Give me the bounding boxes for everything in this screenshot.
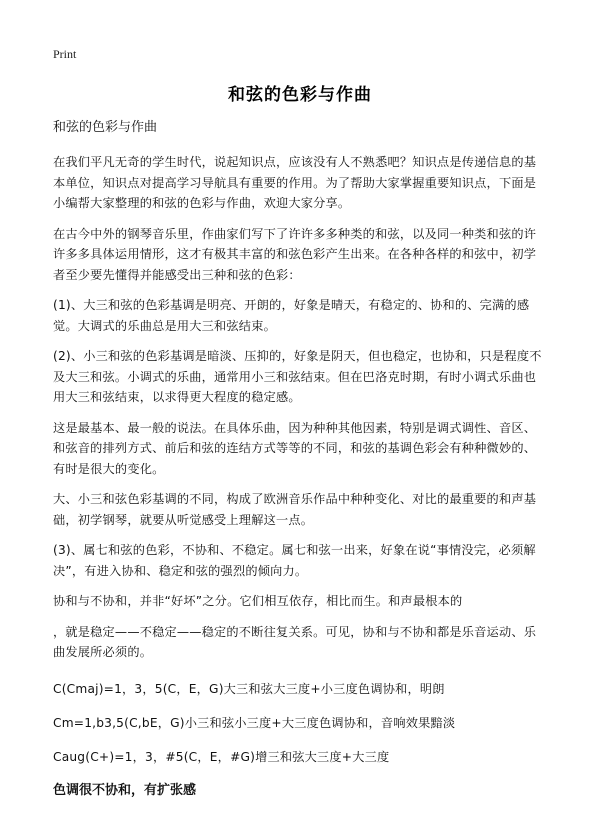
- chord-c-augmented: Caug(C+)=1，3，#5(C，E，#G)增三和弦大三度+大三度: [53, 749, 390, 764]
- chord-c-major: C(Cmaj)=1，3，5(C，E，G)大三和弦大三度+小三度色调协和，明朗: [53, 681, 445, 696]
- paragraph-contrast: 大、小三和弦色彩基调的不同，构成了欧洲音乐作品中种种变化、对比的最重要的和声基础，初学钢琴，就要从听觉感受上理解这一点。: [53, 492, 537, 527]
- paragraph-piano-chords: 在古今中外的钢琴音乐里，作曲家们写下了许许多多种类的和弦，以及同一种类和弦的许许多多具体运用情形，这才有极其丰富的和弦色彩产生出来。在各种各样的和弦中，初学者至少要先懂得并能感受出三种和弦的色彩：: [53, 226, 537, 282]
- paragraph-major-triad: (1)、大三和弦的色彩基调是明亮、开朗的，好象是晴天，有稳定的、协和的、完满的感觉。大调式的乐曲总是用大三和弦结束。: [53, 298, 530, 333]
- paragraph-dominant-seventh: (3)、属七和弦的色彩，不协和、不稳定。属七和弦一出来，好象在说“事情没完，必须解决”，有进入协和、稳定和弦的强烈的倾向力。: [53, 543, 536, 578]
- page-title: 和弦的色彩与作曲: [228, 85, 372, 105]
- chord-c-minor: Cm=1,b3,5(C,bE，G)小三和弦小三度+大三度色调协和，音响效果黯淡: [53, 715, 456, 730]
- article-subtitle: 和弦的色彩与作曲: [53, 120, 158, 135]
- article-body: [53, 118, 547, 801]
- paragraph-general-note: 这是最基本、最一般的说法。在具体乐曲，因为种种其他因素，特别是调式调性、音区、和弦音的排列方式、前后和弦的连结方式等等的不同，和弦的基调色彩会有种种微妙的、有时是很大的变化。: [53, 420, 537, 476]
- paragraph-consonance: 协和与不协和，并非“好坏”之分。它们相互依存，相比而生。和声最根本的: [53, 594, 463, 608]
- print-label: Print: [53, 47, 77, 61]
- paragraph-minor-triad: (2)、小三和弦的色彩基调是暗淡、压抑的，好象是阴天，但也稳定，也协和，只是程度不及大三和弦。小调式的乐曲，通常用小三和弦结束。但在巴洛克时期，有时小调式乐曲也用大三和弦结束，以求得更大程度的稳定感。: [53, 349, 542, 404]
- paragraph-intro: 在我们平凡无奇的学生时代，说起知识点，应该没有人不熟悉吧？知识点是传递信息的基本单位，知识点对提高学习导航具有重要的作用。为了帮助大家掌握重要知识点，下面是小编帮大家整理的和弦的色彩与作曲，欢迎大家分享。: [53, 155, 537, 210]
- final-bold-line: 色调很不协和，有扩张感: [53, 782, 197, 798]
- paragraph-stability: ，就是稳定——不稳定——稳定的不断往复关系。可见，协和与不协和都是乐音运动、乐曲发展所必须的。: [53, 624, 537, 659]
